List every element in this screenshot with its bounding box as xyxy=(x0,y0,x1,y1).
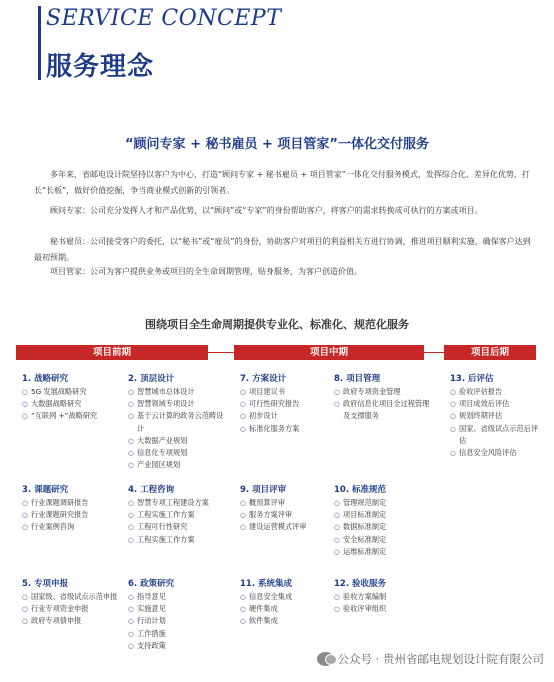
phase-middle: 项目中期 xyxy=(234,345,424,360)
list-item: ○ 概预算评审 xyxy=(240,497,332,509)
list-item: ○ 工程实施工作方案 xyxy=(128,509,232,521)
page-title: 服务理念 xyxy=(46,52,155,82)
card-plan-design xyxy=(240,373,332,435)
list-item: ○ 服务方案评审 xyxy=(240,509,332,521)
list-item: ○ 建设运营模式评审 xyxy=(240,521,332,533)
list-item: ○ 项目建议书 xyxy=(240,386,332,398)
phase-late: 项目后期 xyxy=(444,345,536,360)
list-item: ○ 信息安全集成 xyxy=(240,591,332,603)
list-item: ○ 政府专项资金管理 xyxy=(334,386,434,398)
english-title: SERVICE CONCEPT xyxy=(46,6,282,31)
list-item: ○ 工程实施工作方案 xyxy=(128,534,232,546)
card-title: 3. 课题研究 xyxy=(22,485,69,495)
list-item: ○ 智慧专项工程建设方案 xyxy=(128,497,232,509)
card-special-application xyxy=(22,578,122,628)
card-title: 8. 项目管理 xyxy=(334,374,381,384)
title-accent-bar xyxy=(38,6,41,80)
phase-early: 项目前期 xyxy=(16,345,208,360)
list-item: ○ 行业专项资金申报 xyxy=(22,603,122,615)
card-title: 13. 后评估 xyxy=(450,374,494,384)
card-standards xyxy=(334,484,434,558)
intro-paragraph: 多年来，省邮电设计院坚持以客户为中心，打造“顾问专家 + 秘书雇员 + 项目管家”一体化交付服务模式，发挥综合化、差异化优势，打长“长板”，做好价值挖掘，争当商业模式创新的引领者。 xyxy=(34,170,530,195)
card-title: 6. 政策研究 xyxy=(128,579,175,589)
wechat-icon xyxy=(317,652,334,666)
card-policy-research xyxy=(128,578,230,652)
list-item: ○ 工作措施 xyxy=(128,628,230,640)
card-topic-research xyxy=(22,484,122,534)
watermark xyxy=(317,651,544,667)
list-item: ○ 管理规范制定 xyxy=(334,497,434,509)
card-project-review xyxy=(240,484,332,534)
list-item: ○ 实施意见 xyxy=(128,603,230,615)
list-item: ○ 初步设计 xyxy=(240,410,332,422)
card-title: 2. 顶层设计 xyxy=(128,374,175,384)
list-item: ○ 国家、省级试点示范后评估 xyxy=(450,423,540,447)
list-item: ○ 行业课题调研报告 xyxy=(22,497,122,509)
card-title: 11. 系统集成 xyxy=(240,579,293,589)
card-top-level-design xyxy=(128,373,230,471)
list-item: ○ 信息化专项规划 xyxy=(128,447,230,459)
list-item: ○ 规划终期评估 xyxy=(450,410,540,422)
card-title: 9. 项目评审 xyxy=(240,485,287,495)
list-item: ○ 5G 发展战略研究 xyxy=(22,386,122,398)
steward-paragraph: 项目管家：公司为客户提供业务或项目的全生命周期管理，贴身服务，为客户创造价值。 xyxy=(50,267,362,276)
list-item: ○ 安全标准制定 xyxy=(334,534,434,546)
service-model-subtitle: “顾问专家 + 秘书雇员 + 项目管家”一体化交付服务 xyxy=(125,137,429,152)
card-project-management xyxy=(334,373,434,423)
list-item: ○ 指导意见 xyxy=(128,591,230,603)
consultant-paragraph: 顾问专家：公司充分发挥人才和产品优势，以“顾问”或“专家”的身份帮助客户，将客户的需求转换成可执行的方案或项目。 xyxy=(50,206,483,215)
watermark-text: 公众号 · 贵州省邮电规划设计院有限公司 xyxy=(337,652,544,666)
list-item: ○ 验收方案编制 xyxy=(334,591,434,603)
list-item: ○ 工程可行性研究 xyxy=(128,521,232,533)
card-title: 12. 验收服务 xyxy=(334,579,387,589)
list-item: ○ 信息安全风险评估 xyxy=(450,447,540,459)
list-item: ○ 验收评估报告 xyxy=(450,386,540,398)
list-item: ○ 运维标准制定 xyxy=(334,546,434,558)
list-item: ○ 产业园区规划 xyxy=(128,459,230,471)
list-item: ○ 国家级、省级试点示范申报 xyxy=(22,591,122,603)
list-item: ○ 大数据战略研究 xyxy=(22,398,122,410)
card-title: 7. 方案设计 xyxy=(240,374,287,384)
list-item: ○ 硬件集成 xyxy=(240,603,332,615)
list-item: ○ 验收评审组织 xyxy=(334,603,434,615)
lifecycle-heading: 围绕项目全生命周期提供专业化、标准化、规范化服务 xyxy=(145,318,409,331)
card-title: 4. 工程咨询 xyxy=(128,485,175,495)
card-strategy-research xyxy=(22,373,122,423)
list-item: ○ 智慧城市总体设计 xyxy=(128,386,230,398)
list-item: ○ 行动计划 xyxy=(128,615,230,627)
list-item: ○ 软件集成 xyxy=(240,615,332,627)
list-item: ○ 行业案例咨询 xyxy=(22,521,122,533)
list-item: ○ 智慧领域专项设计 xyxy=(128,398,230,410)
list-item: ○ 支持政策 xyxy=(128,640,230,652)
card-acceptance-service xyxy=(334,578,434,615)
card-title: 10. 标准规范 xyxy=(334,485,387,495)
list-item: ○ 项目标准制定 xyxy=(334,509,434,521)
list-item: ○ 政府信息化项目全过程管理及支撑服务 xyxy=(334,398,434,422)
list-item: ○ 大数据产业规划 xyxy=(128,435,230,447)
list-item: ○ 数据标准制定 xyxy=(334,521,434,533)
list-item: ○ “互联网 +”战略研究 xyxy=(22,410,122,422)
card-title: 5. 专项申报 xyxy=(22,579,69,589)
card-system-integration xyxy=(240,578,332,628)
secretary-paragraph: 秘书雇员：公司接受客户的委托，以“秘书”或“雇员”的身份，协助客户对项目的利益相关方进行协调，推进项目顺利实施，确保客户达到最初预期。 xyxy=(34,237,531,262)
list-item: ○ 政府专项债申报 xyxy=(22,615,122,627)
card-post-evaluation xyxy=(450,373,540,459)
list-item: ○ 可行性研究报告 xyxy=(240,398,332,410)
card-title: 1. 战略研究 xyxy=(22,374,69,384)
list-item: ○ 项目成效后评估 xyxy=(450,398,540,410)
card-engineering-consulting xyxy=(128,484,232,546)
list-item: ○ 标准化服务方案 xyxy=(240,423,332,435)
list-item: ○ 行业课题研究报告 xyxy=(22,509,122,521)
list-item: ○ 基于云计算的政务云范畴设计 xyxy=(128,410,230,434)
